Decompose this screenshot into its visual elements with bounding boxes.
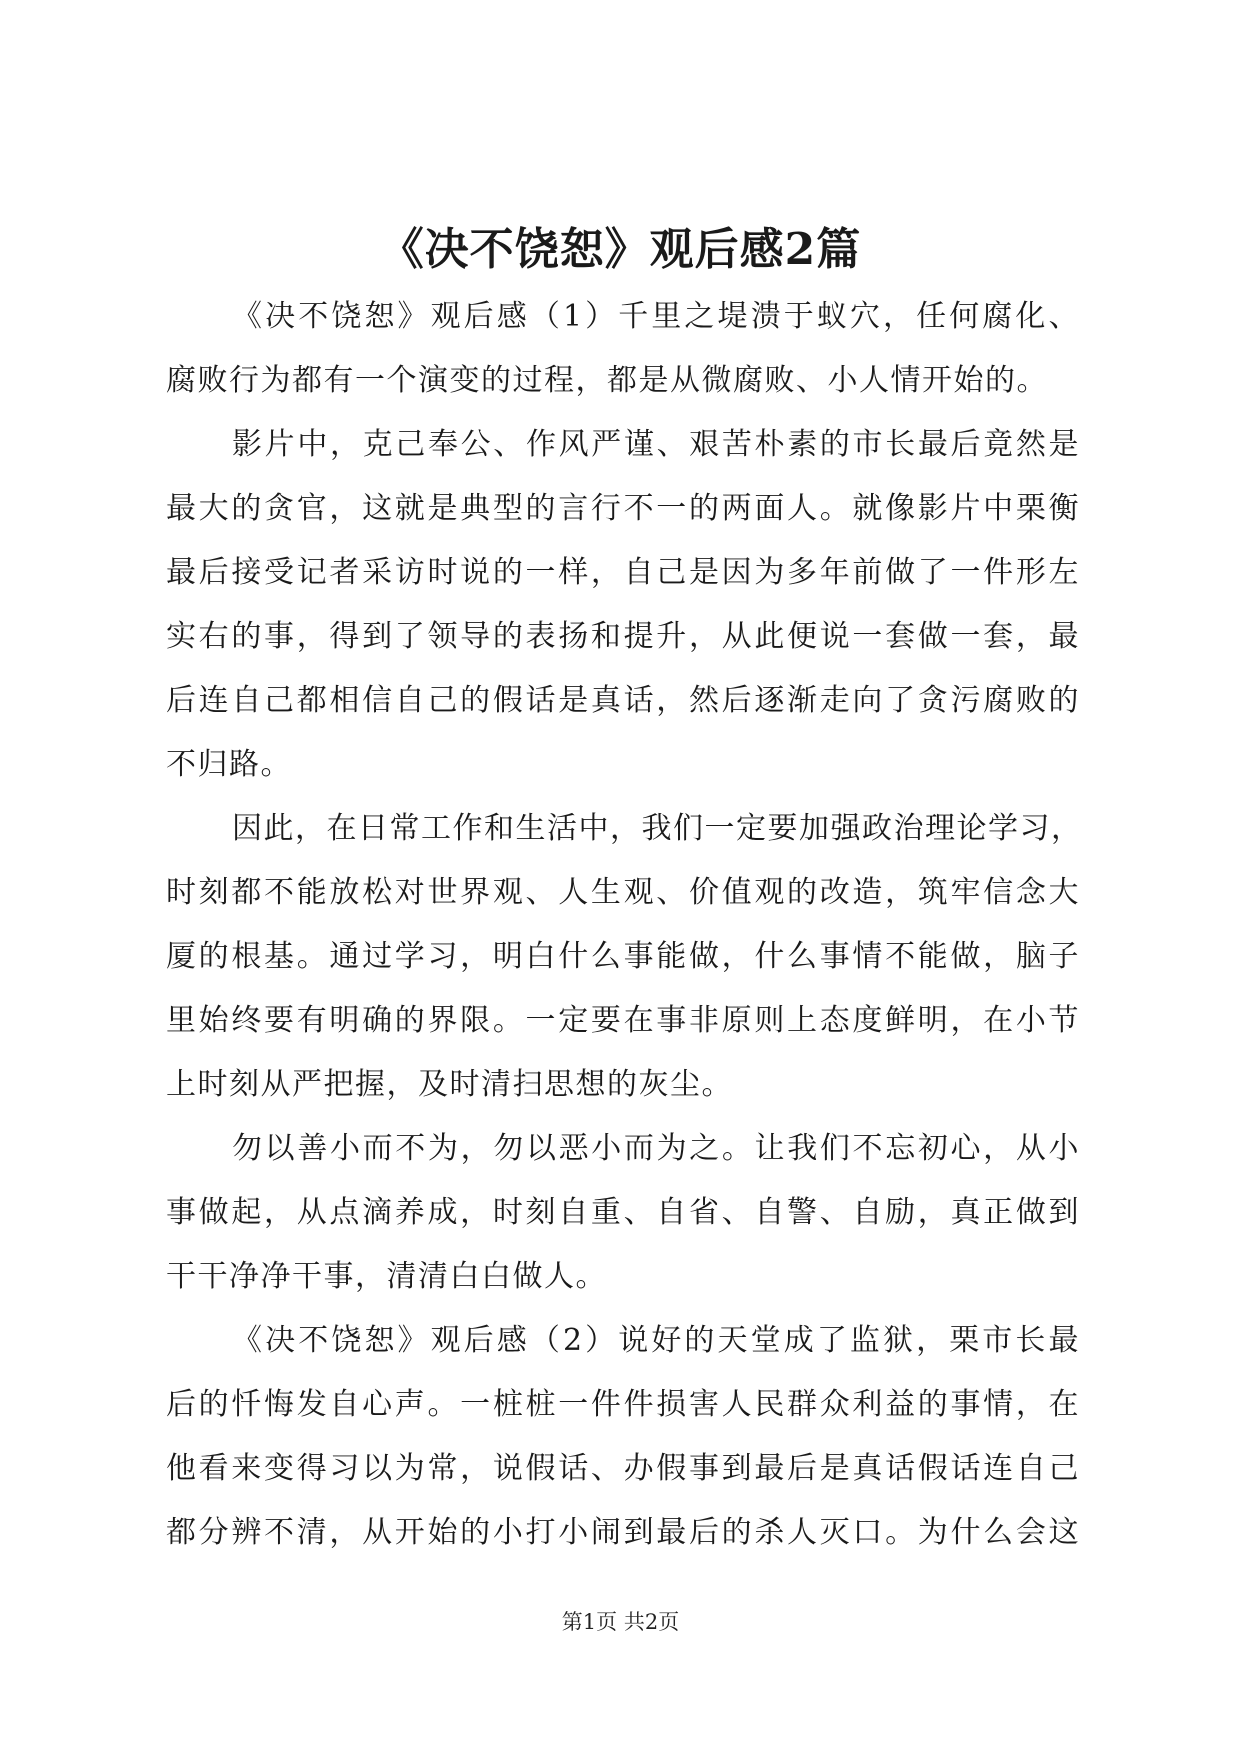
paragraph [166, 1309, 1080, 1565]
text-line: 后的忏悔发自心声。一桩桩一件件损害人民群众利益的事情，在 [166, 1387, 1080, 1422]
text-line: 事做起，从点滴养成，时刻自重、自省、自警、自励，真正做到 [166, 1195, 1080, 1230]
text-line: 最大的贪官，这就是典型的言行不一的两面人。就像影片中栗衡 [166, 491, 1080, 526]
document-body [166, 285, 1083, 1565]
text-line: 勿以善小而不为，勿以恶小而为之。让我们不忘初心，从小 [232, 1131, 1080, 1166]
text-line: 厦的根基。通过学习，明白什么事能做，什么事情不能做，脑子 [166, 939, 1080, 974]
text-line: 影片中，克己奉公、作风严谨、艰苦朴素的市长最后竟然是 [232, 427, 1080, 462]
text-line: 他看来变得习以为常，说假话、办假事到最后是真话假话连自己 [166, 1451, 1080, 1486]
text-line: 实右的事，得到了领导的表扬和提升，从此便说一套做一套，最 [166, 619, 1080, 654]
paragraph [166, 797, 1083, 1117]
paragraph [166, 413, 1080, 797]
text-line: 《决不饶恕》观后感（2）说好的天堂成了监狱，栗市长最 [232, 1323, 1080, 1358]
text-line: 都分辨不清，从开始的小打小闹到最后的杀人灭口。为什么会这 [166, 1515, 1080, 1550]
document-title: 《决不饶恕》观后感2篇 [379, 224, 862, 275]
paragraph [166, 1117, 1080, 1309]
page-footer: 第1页 共2页 [561, 1610, 680, 1634]
text-line: 腐败行为都有一个演变的过程，都是从微腐败、小人情开始的。 [166, 363, 1048, 398]
text-line: 时刻都不能放松对世界观、人生观、价值观的改造，筑牢信念大 [166, 875, 1080, 910]
text-line: 《决不饶恕》观后感（1）千里之堤溃于蚁穴，任何腐化、 [232, 299, 1080, 334]
text-line: 最后接受记者采访时说的一样，自己是因为多年前做了一件形左 [166, 555, 1080, 590]
text-line: 不归路。 [166, 747, 292, 782]
text-line: 后连自己都相信自己的假话是真话，然后逐渐走向了贪污腐败的 [166, 683, 1080, 718]
paragraph [166, 285, 1080, 413]
text-line: 上时刻从严把握，及时清扫思想的灰尘。 [166, 1067, 733, 1102]
text-line: 因此，在日常工作和生活中，我们一定要加强政治理论学习， [232, 811, 1083, 846]
text-line: 里始终要有明确的界限。一定要在事非原则上态度鲜明，在小节 [166, 1003, 1080, 1038]
text-line: 干干净净干事，清清白白做人。 [166, 1259, 607, 1294]
